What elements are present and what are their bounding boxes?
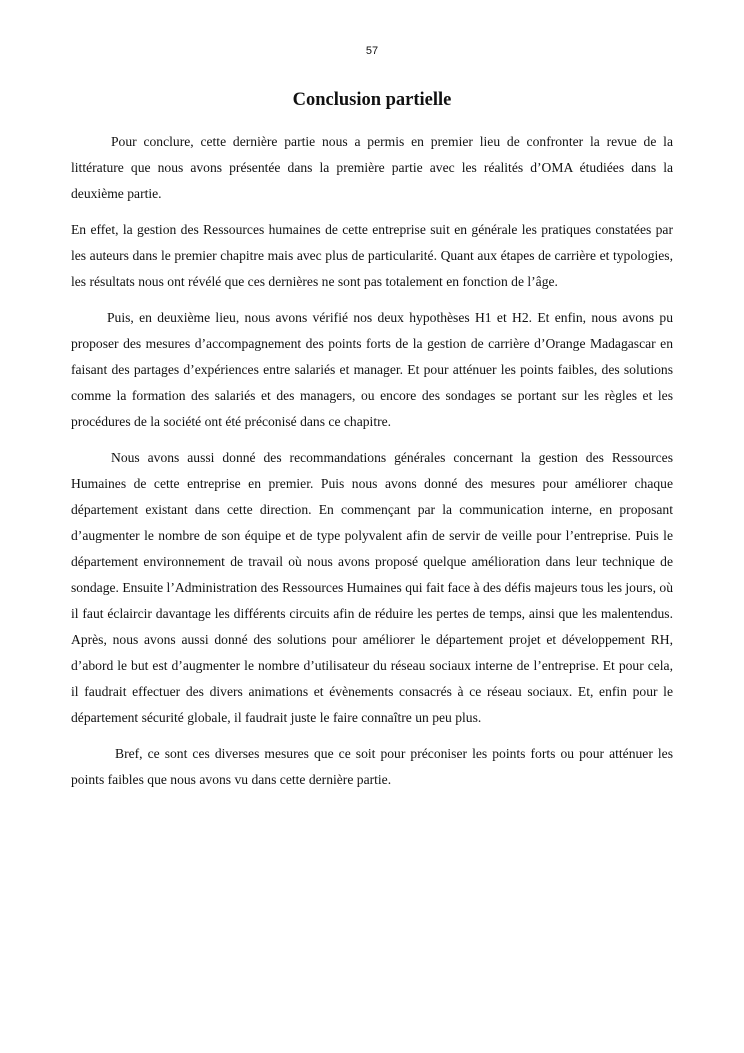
body-text [71,129,673,803]
paragraph-3: Puis, en deuxième lieu, nous avons vérifié nos deux hypothèses H1 et H2. Et enfin, nous avons pu proposer des mesures d’accompagnement des points forts de la gestion de carrière d’Orange Madagascar en faisant des partages d’expériences entre salariés et manager. Et pour atténuer les points faibles, des solutions comme la formation des salariés et des managers, ou encore des sondages se portant sur les règles et les procédures de la société ont été préconisé dans ce chapitre. [71,310,673,429]
paragraph-5: Bref, ce sont ces diverses mesures que ce soit pour préconiser les points forts ou pour atténuer les points faibles que nous avons vu dans cette dernière partie. [71,746,673,787]
page-title: Conclusion partielle [292,90,452,110]
paragraph-1: Pour conclure, cette dernière partie nous a permis en premier lieu de confronter la revue de la littérature que nous avons présentée dans la première partie avec les réalités d’OMA étudiées dans la deuxième partie. [71,134,673,201]
paragraph-2: En effet, la gestion des Ressources humaines de cette entreprise suit en générale les pratiques constatées par les auteurs dans le premier chapitre mais avec plus de particularité. Quant aux étapes de carrière et typologies, les résultats nous ont révélé que ces dernières ne sont pas totalement en fonction de l’âge. [71,222,673,289]
paragraph-4: Nous avons aussi donné des recommandations générales concernant la gestion des Ressources Humaines de cette entreprise en premier. Puis nous avons donné des mesures pour améliorer chaque département existant dans cette direction. En commençant par la communication interne, en proposant d’augmenter le nombre de son équipe et de type polyvalent afin de servir de veille pour l’entreprise. Puis le département environnement de travail où nous avons proposé quelque amélioration dans leur technique de sondage. Ensuite l’Administration des Ressources Humaines qui fait face à des défis majeurs tous les jours, où il faut éclaircir davantage les différents circuits afin de réduire les pertes de temps, ainsi que les malentendus. Après, nous avons aussi donné des solutions pour améliorer le département projet et développement RH, d’abord le but est d’augmenter le nombre d’utilisateur du réseau sociaux interne de l’entreprise. Et pour cela, il faudrait effectuer des divers animations et évènements consacrés à ce réseau sociaux. Et, enfin pour le département sécurité globale, il faudrait juste le faire connaître un peu plus. [71,450,673,725]
page-number: 57 [365,45,379,57]
